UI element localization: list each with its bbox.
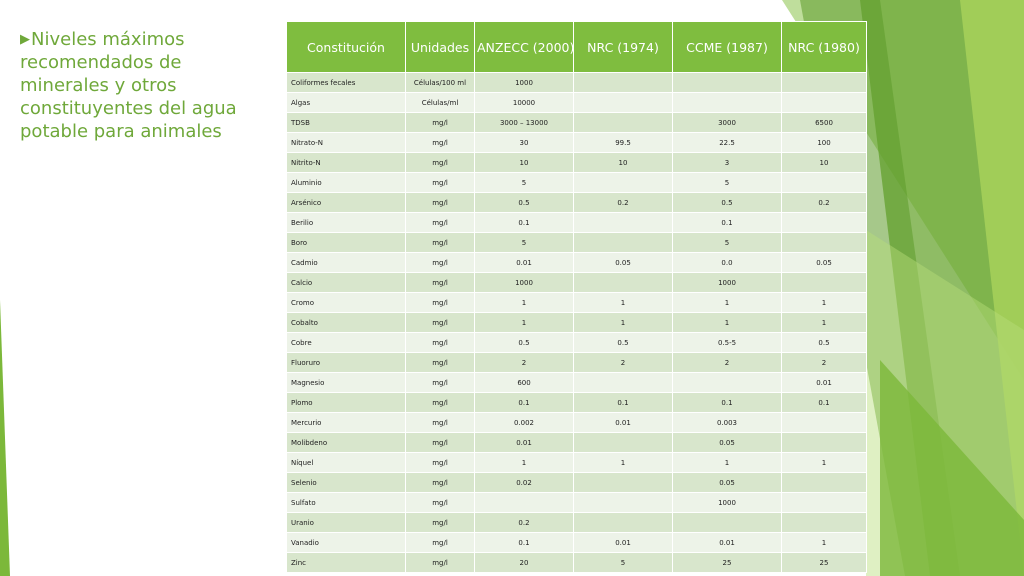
nrc-1974-cell (574, 113, 673, 133)
table-row (287, 293, 867, 313)
ccme-1987-cell (673, 373, 782, 393)
ccme-1987-cell (673, 73, 782, 93)
header-unidades: Unidades (406, 22, 475, 73)
table-row (287, 153, 867, 173)
ccme-1987-cell: 0.0 (673, 253, 782, 273)
constituent-cell: Algas (287, 93, 406, 113)
anzecc-2000-cell: 5 (475, 173, 574, 193)
header-ccme-1987: CCME (1987) (673, 22, 782, 73)
nrc-1980-cell: 1 (782, 533, 867, 553)
nrc-1974-cell: 10 (574, 153, 673, 173)
nrc-1980-cell (782, 213, 867, 233)
ccme-1987-cell: 0.01 (673, 533, 782, 553)
ccme-1987-cell: 0.5-5 (673, 333, 782, 353)
table-row (287, 73, 867, 93)
constituent-cell: Plomo (287, 393, 406, 413)
table-row (287, 473, 867, 493)
ccme-1987-cell: 0.5 (673, 193, 782, 213)
unit-cell: mg/l (406, 273, 475, 293)
nrc-1980-cell (782, 413, 867, 433)
constituent-cell: Cobalto (287, 313, 406, 333)
nrc-1974-cell (574, 93, 673, 113)
unit-cell: mg/l (406, 333, 475, 353)
ccme-1987-cell: 2 (673, 353, 782, 373)
unit-cell: mg/l (406, 433, 475, 453)
constituent-cell: Níquel (287, 453, 406, 473)
nrc-1974-cell: 0.01 (574, 413, 673, 433)
header-nrc-1974: NRC (1974) (574, 22, 673, 73)
anzecc-2000-cell: 20 (475, 553, 574, 573)
unit-cell: mg/l (406, 313, 475, 333)
nrc-1974-cell (574, 213, 673, 233)
nrc-1974-cell (574, 173, 673, 193)
nrc-1974-cell: 0.05 (574, 253, 673, 273)
nrc-1980-cell: 0.05 (782, 253, 867, 273)
table-row (287, 273, 867, 293)
constituent-cell: Sulfato (287, 493, 406, 513)
nrc-1980-cell: 100 (782, 133, 867, 153)
constituent-cell: TDSB (287, 113, 406, 133)
anzecc-2000-cell: 5 (475, 233, 574, 253)
unit-cell: mg/l (406, 253, 475, 273)
nrc-1980-cell (782, 473, 867, 493)
table-row (287, 393, 867, 413)
anzecc-2000-cell: 0.1 (475, 533, 574, 553)
ccme-1987-cell: 0.003 (673, 413, 782, 433)
ccme-1987-cell: 0.05 (673, 433, 782, 453)
unit-cell: mg/l (406, 453, 475, 473)
ccme-1987-cell: 1000 (673, 493, 782, 513)
nrc-1974-cell (574, 233, 673, 253)
anzecc-2000-cell: 1000 (475, 73, 574, 93)
nrc-1974-cell (574, 273, 673, 293)
anzecc-2000-cell: 600 (475, 373, 574, 393)
anzecc-2000-cell: 0.02 (475, 473, 574, 493)
ccme-1987-cell: 1 (673, 293, 782, 313)
anzecc-2000-cell: 10000 (475, 93, 574, 113)
constituent-cell: Nitrato-N (287, 133, 406, 153)
ccme-1987-cell: 1 (673, 453, 782, 473)
nrc-1980-cell: 0.1 (782, 393, 867, 413)
unit-cell: mg/l (406, 353, 475, 373)
table-row (287, 133, 867, 153)
table-row (287, 233, 867, 253)
ccme-1987-cell: 5 (673, 173, 782, 193)
nrc-1980-cell (782, 493, 867, 513)
ccme-1987-cell: 3000 (673, 113, 782, 133)
nrc-1980-cell (782, 173, 867, 193)
nrc-1974-cell: 0.2 (574, 193, 673, 213)
table-row (287, 213, 867, 233)
table-row (287, 433, 867, 453)
unit-cell: mg/l (406, 153, 475, 173)
nrc-1974-cell (574, 373, 673, 393)
nrc-1974-cell: 1 (574, 313, 673, 333)
slide-title (20, 28, 270, 143)
nrc-1980-cell: 0.01 (782, 373, 867, 393)
header-constitucion: Constitución (287, 22, 406, 73)
table-row (287, 113, 867, 133)
anzecc-2000-cell: 0.1 (475, 393, 574, 413)
anzecc-2000-cell: 1 (475, 453, 574, 473)
table-row (287, 373, 867, 393)
nrc-1974-cell (574, 433, 673, 453)
ccme-1987-cell: 1000 (673, 273, 782, 293)
ccme-1987-cell: 1 (673, 313, 782, 333)
unit-cell: mg/l (406, 113, 475, 133)
nrc-1980-cell: 0.5 (782, 333, 867, 353)
unit-cell: Células/ml (406, 93, 475, 113)
anzecc-2000-cell: 1 (475, 293, 574, 313)
nrc-1980-cell (782, 433, 867, 453)
constituent-cell: Cadmio (287, 253, 406, 273)
unit-cell: mg/l (406, 133, 475, 153)
constituent-cell: Uranio (287, 513, 406, 533)
nrc-1974-cell (574, 73, 673, 93)
constituent-cell: Zinc (287, 553, 406, 573)
nrc-1974-cell: 99.5 (574, 133, 673, 153)
table-row (287, 413, 867, 433)
constituent-cell: Calcio (287, 273, 406, 293)
nrc-1974-cell: 1 (574, 293, 673, 313)
nrc-1974-cell: 1 (574, 453, 673, 473)
header-nrc-1980: NRC (1980) (782, 22, 867, 73)
unit-cell: mg/l (406, 193, 475, 213)
table-row (287, 553, 867, 573)
ccme-1987-cell (673, 513, 782, 533)
nrc-1980-cell: 0.2 (782, 193, 867, 213)
unit-cell: mg/l (406, 513, 475, 533)
nrc-1980-cell: 1 (782, 293, 867, 313)
constituent-cell: Arsénico (287, 193, 406, 213)
unit-cell: mg/l (406, 213, 475, 233)
nrc-1974-cell: 2 (574, 353, 673, 373)
nrc-1974-cell (574, 473, 673, 493)
anzecc-2000-cell: 3000 – 13000 (475, 113, 574, 133)
ccme-1987-cell: 0.1 (673, 213, 782, 233)
anzecc-2000-cell: 0.2 (475, 513, 574, 533)
table-row (287, 353, 867, 373)
constituent-cell: Selenio (287, 473, 406, 493)
nrc-1974-cell: 5 (574, 553, 673, 573)
ccme-1987-cell: 3 (673, 153, 782, 173)
anzecc-2000-cell: 0.002 (475, 413, 574, 433)
unit-cell: mg/l (406, 413, 475, 433)
nrc-1980-cell: 25 (782, 553, 867, 573)
anzecc-2000-cell (475, 493, 574, 513)
table-container (286, 21, 867, 573)
nrc-1974-cell: 0.5 (574, 333, 673, 353)
nrc-1974-cell: 0.01 (574, 533, 673, 553)
constituent-cell: Coliformes fecales (287, 73, 406, 93)
ccme-1987-cell (673, 93, 782, 113)
anzecc-2000-cell: 1000 (475, 273, 574, 293)
constituent-cell: Cobre (287, 333, 406, 353)
table-row (287, 193, 867, 213)
nrc-1980-cell: 6500 (782, 113, 867, 133)
anzecc-2000-cell: 0.5 (475, 193, 574, 213)
table-row (287, 173, 867, 193)
unit-cell: mg/l (406, 473, 475, 493)
nrc-1980-cell: 1 (782, 313, 867, 333)
constituent-cell: Molibdeno (287, 433, 406, 453)
unit-cell: Células/100 ml (406, 73, 475, 93)
constituent-cell: Nitrito-N (287, 153, 406, 173)
nrc-1974-cell (574, 493, 673, 513)
ccme-1987-cell: 0.05 (673, 473, 782, 493)
nrc-1980-cell (782, 73, 867, 93)
unit-cell: mg/l (406, 293, 475, 313)
table-row (287, 513, 867, 533)
table-header-row (287, 22, 867, 73)
anzecc-2000-cell: 0.5 (475, 333, 574, 353)
constituent-cell: Cromo (287, 293, 406, 313)
constituent-cell: Magnesio (287, 373, 406, 393)
anzecc-2000-cell: 0.01 (475, 433, 574, 453)
nrc-1974-cell: 0.1 (574, 393, 673, 413)
table-row (287, 313, 867, 333)
table-row (287, 253, 867, 273)
anzecc-2000-cell: 2 (475, 353, 574, 373)
nrc-1980-cell (782, 513, 867, 533)
unit-cell: mg/l (406, 373, 475, 393)
ccme-1987-cell: 25 (673, 553, 782, 573)
unit-cell: mg/l (406, 393, 475, 413)
table-row (287, 93, 867, 113)
anzecc-2000-cell: 30 (475, 133, 574, 153)
constituent-cell: Aluminio (287, 173, 406, 193)
nrc-1980-cell (782, 273, 867, 293)
nrc-1980-cell: 2 (782, 353, 867, 373)
ccme-1987-cell: 5 (673, 233, 782, 253)
unit-cell: mg/l (406, 553, 475, 573)
anzecc-2000-cell: 10 (475, 153, 574, 173)
constituent-cell: Mercurio (287, 413, 406, 433)
constituent-cell: Vanadio (287, 533, 406, 553)
table-row (287, 453, 867, 473)
nrc-1980-cell: 1 (782, 453, 867, 473)
constituent-cell: Berilio (287, 213, 406, 233)
table-row (287, 493, 867, 513)
anzecc-2000-cell: 1 (475, 313, 574, 333)
ccme-1987-cell: 22.5 (673, 133, 782, 153)
nrc-1974-cell (574, 513, 673, 533)
table-row (287, 533, 867, 553)
nrc-1980-cell (782, 93, 867, 113)
table-row (287, 333, 867, 353)
play-bullet-icon: ▶ (20, 32, 30, 47)
nrc-1980-cell (782, 233, 867, 253)
header-anzecc-2000: ANZECC (2000) (475, 22, 574, 73)
anzecc-2000-cell: 0.01 (475, 253, 574, 273)
constituent-cell: Fluoruro (287, 353, 406, 373)
unit-cell: mg/l (406, 233, 475, 253)
water-limits-table (286, 21, 867, 573)
unit-cell: mg/l (406, 493, 475, 513)
unit-cell: mg/l (406, 173, 475, 193)
unit-cell: mg/l (406, 533, 475, 553)
slide-title-text: Niveles máximos recomendados de minerales y otros constituyentes del agua potable para animales (20, 29, 237, 142)
anzecc-2000-cell: 0.1 (475, 213, 574, 233)
ccme-1987-cell: 0.1 (673, 393, 782, 413)
constituent-cell: Boro (287, 233, 406, 253)
nrc-1980-cell: 10 (782, 153, 867, 173)
